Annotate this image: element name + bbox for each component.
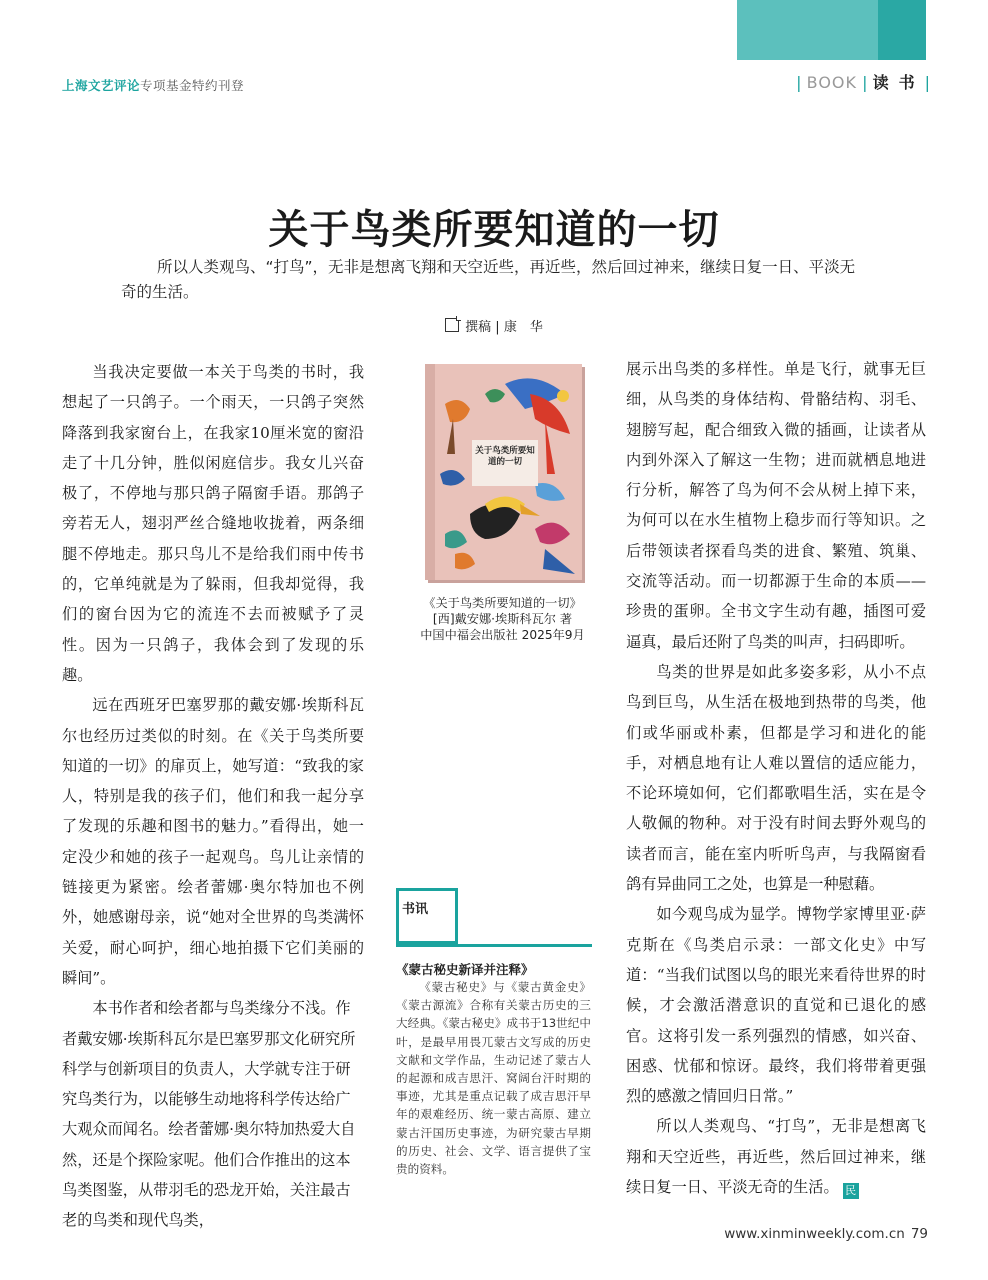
paragraph: 鸟类的世界是如此多姿多彩，从小不点鸟到巨鸟，从生活在极地到热带的鸟类，他们或华丽或朴素，但都是学习和进化的能手，对栖息地有让人难以置信的适应能力，不论环境如何，它们都歌唱生活，实在是令人敬佩的物种。对于没有时间去野外观鸟的读者而言，能在室内听听鸟声，与我隔窗看鸽有异曲同工之处，也算是一种慰藉。 [626,662,926,894]
book-cover-image [425,364,582,580]
caption-line: 《关于鸟类所要知道的一切》 [423,596,582,610]
end-mark-icon: 民 [843,1183,859,1199]
news-tag: 书讯 [402,902,429,917]
news-divider [396,944,592,947]
paragraph: 远在西班牙巴塞罗那的戴安娜·埃斯科瓦尔也经历过类似的时刻。在《关于鸟类所要知道的一切》的扉页上，她写道：“致我的家人，特别是我的孩子们，他们和我一起分享了发现的乐趣和图书的魅力。”看得出，她一定没少和她的孩子一起观鸟。鸟儿让亲情的链接更为紧密。绘者蕾娜·奥尔特加也不例外，她感谢母亲，说“她对全世界的鸟类满怀关爱，耐心呵护，细心地拍摄下它们美丽的瞬间”。 [62,696,364,987]
article-title: 关于鸟类所要知道的一切 [268,206,720,253]
caption-line: [西]戴安娜·埃斯科瓦尔 著 [432,612,573,626]
footer-url[interactable]: www.xinminweekly.com.cn [724,1226,905,1242]
caption-line: 中国中福会出版社 2025年9月 [420,628,585,642]
paragraph-last [626,1111,926,1202]
byline-text: 撰稿 | 康 华 [465,320,543,335]
news-title: 《蒙古秘史新译并注释》 [396,962,534,977]
body-column-left [62,357,364,1236]
article-subtitle: 所以人类观鸟、“打鸟”，无非是想离飞翔和天空近些，再近些，然后回过神来，继续日复一日、平淡无奇的生活。 [121,258,856,301]
byline [0,316,988,335]
section-cn: 读书 [872,73,925,92]
paragraph: 本书作者和绘者都与鸟类缘分不浅。作者戴安娜·埃斯科瓦尔是巴塞罗那文化研究所科学与创新项目的负责人，大学就专注于研究鸟类行为，以能够生动地将科学传达给广大观众而闻名。绘者蕾娜·奥尔特加热爱大自然，还是个探险家呢。他们合作推出的这本鸟类图鉴，从带羽毛的恐龙开始，关注最古老的鸟类和现代鸟类， [62,999,356,1230]
sponsor-brand: 上海文艺评论 [62,78,141,93]
news-body: 《蒙古秘史》与《蒙古黄金史》《蒙古源流》合称有关蒙古历史的三大经典。《蒙古秘史》成书于13世纪中叶，是最早用畏兀蒙古文写成的历史文献和文学作品，生动记述了蒙古人的起源和成吉思汗、窝阔台汗时期的事迹，尤其是重点记载了成吉思汗早年的艰难经历、统一蒙古高原、建立蒙古汗国历史事迹，为研究蒙古早期的历史、社会、文学、语言提供了宝贵的资料。 [396,980,591,1177]
sponsor-suffix: 专项基金特约刊登 [140,78,245,93]
paragraph: 如今观鸟成为显学。博物学家博里亚·萨克斯在《鸟类启示录：一部文化史》中写道：“当我们试图以鸟的眼光来看待世界的时候，才会激活潜意识的直觉和已退化的感官。这将引发一系列强烈的情感，如兴奋、困惑、忧郁和惊讶。最终，我们将带着更强烈的感激之情回归日常。” [626,905,926,1106]
paragraph: 当我决定要做一本关于鸟类的书时，我想起了一只鸽子。一个雨天，一只鸽子突然降落到我家窗台上，在我家10厘米宽的窗沿走了十几分钟，胜似闲庭信步。我女儿兴奋极了，不停地与那只鸽子隔窗手语。那鸽子旁若无人，翅羽严丝合缝地收拢着，两条细腿不停地走。那只鸟儿不是给我们雨中传书的，它单纯就是为了躲雨，但我却觉得，我们的窗台因为它的流连不去而被赋予了灵性。因为一只鸽子，我体会到了发现的乐趣。 [62,363,364,684]
page-number: 79 [910,1226,928,1242]
book-caption [400,595,605,643]
pen-icon [445,318,459,332]
page-footer [724,1226,928,1242]
body-column-right [626,354,926,1202]
section-en: BOOK [806,73,858,92]
column-sponsor-label [62,76,244,94]
header-color-block-accent [878,0,926,60]
paragraph-text: 所以人类观鸟、“打鸟”，无非是想离飞翔和天空近些，再近些，然后回过神来，继续日复一日、平淡无奇的生活。 [626,1117,926,1197]
paragraph: 展示出鸟类的多样性。单是飞行，就事无巨细，从鸟类的身体结构、骨骼结构、羽毛、翅膀写起，配合细致入微的插画，让读者从内到外深入了解这一生物；进而就栖息地进行分析，解答了鸟为何不会从树上掉下来，为何可以在水生植物上稳步而行等知识。之后带领读者探看鸟类的进食、繁殖、筑巢、交流等活动。而一切都源于生命的本质——珍贵的蛋卵。全书文字生动有趣，插图可爱逼真，最后还附了鸟类的叫声，扫码即听。 [626,360,926,651]
book-cover-title: 关于鸟类所要知道的一切 [472,440,538,486]
section-label: | BOOK | 读书| [796,73,930,92]
